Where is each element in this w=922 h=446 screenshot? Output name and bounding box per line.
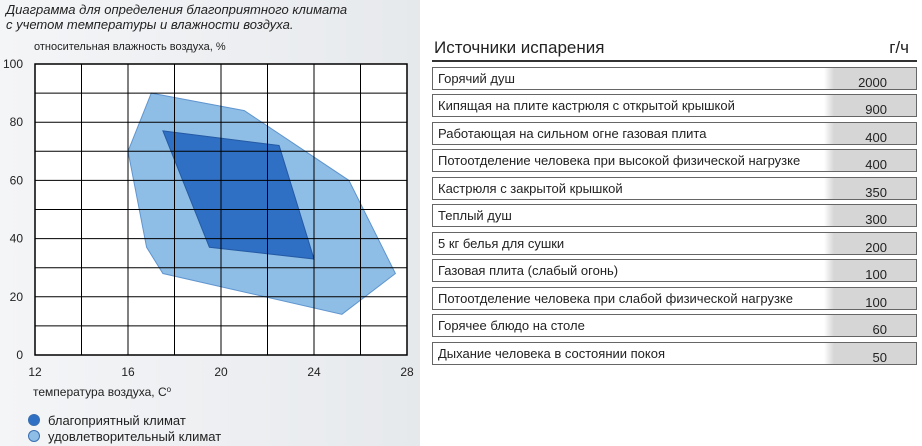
table-row-value: 100 <box>834 288 916 309</box>
table-row-value: 400 <box>834 123 916 144</box>
chart-legend <box>28 412 221 444</box>
x-axis-label-degree: о <box>166 385 172 394</box>
table-row-source: Работающая на сильном огне газовая плита <box>438 125 707 141</box>
table-row-source: Газовая плита (слабый огонь) <box>438 263 619 278</box>
table-row-source: Теплый душ <box>438 208 512 223</box>
table-row <box>432 314 917 337</box>
table-header-unit: г/ч <box>889 38 909 57</box>
table-body <box>432 67 917 365</box>
legend-label-satisfactory: удовлетворительный климат <box>48 428 222 444</box>
chart-title-line-2: с учетом температуры и влажности воздуха. <box>6 17 294 32</box>
chart-title <box>6 2 416 32</box>
table-row-source: Горячее блюдо на столе <box>438 318 585 333</box>
table-header <box>432 34 917 62</box>
table-row-value: 200 <box>834 233 916 254</box>
table-row-value: 400 <box>834 150 916 171</box>
table-row-value: 100 <box>834 260 916 281</box>
legend-label-favorable: благоприятный климат <box>48 412 186 428</box>
x-tick-label: 12 <box>28 365 42 379</box>
y-tick-label: 60 <box>9 173 23 188</box>
legend-item-favorable <box>28 412 221 428</box>
table-row-value: 900 <box>834 95 916 116</box>
table-row-source: Потоотделение человека при высокой физической нагрузке <box>438 153 801 168</box>
table-row <box>432 232 917 255</box>
legend-swatch-favorable <box>28 414 40 426</box>
table-row-value: 300 <box>834 205 916 226</box>
x-tick-label: 20 <box>214 365 228 379</box>
table-row <box>432 259 917 282</box>
table-row <box>432 287 917 310</box>
table-row <box>432 122 917 145</box>
table-row-source: 5 кг белья для сушки <box>438 235 565 251</box>
x-axis-label: температура воздуха, $С^о$ <box>33 385 172 399</box>
table-header-rule <box>432 60 917 62</box>
table-row-source: Потоотделение человека при слабой физической нагрузке <box>438 290 793 306</box>
table-row <box>432 342 917 365</box>
table-row-source: Кипящая на плите кастрюля с открытой крышкой <box>438 98 735 113</box>
y-tick-label: 100 <box>2 57 23 71</box>
y-tick-label: 40 <box>9 231 23 246</box>
x-tick-label: 28 <box>400 365 414 379</box>
table-row-value: 50 <box>834 343 916 364</box>
y-tick-label: 20 <box>9 289 23 304</box>
chart-title-line-1: Диаграмма для определения благоприятного климата <box>6 2 348 17</box>
table-row-source: Дыхание человека в состоянии покоя <box>438 345 666 361</box>
table-row <box>432 177 917 200</box>
y-tick-label: 80 <box>9 115 23 130</box>
table-row <box>432 94 917 117</box>
table-row <box>432 204 917 227</box>
y-axis-label: относительная влажность воздуха, % <box>34 41 226 53</box>
table-row-source: Горячий душ <box>438 70 515 86</box>
evaporation-table <box>432 34 917 365</box>
legend-swatch-satisfactory <box>28 430 40 442</box>
x-tick-label: 24 <box>307 365 321 379</box>
table-row-value: 350 <box>834 178 916 199</box>
chart-panel <box>0 0 420 446</box>
table-row <box>432 67 917 90</box>
table-row <box>432 149 917 172</box>
table-header-source: Источники испарения <box>434 38 605 57</box>
table-row-value: 60 <box>834 315 916 336</box>
x-tick-label: 16 <box>121 365 135 379</box>
climate-chart <box>0 0 420 446</box>
table-row-source: Кастрюля с закрытой крышкой <box>438 180 623 196</box>
y-tick-label: 0 <box>16 348 23 362</box>
legend-item-satisfactory <box>28 428 221 444</box>
table-row-value: 2000 <box>834 68 916 89</box>
